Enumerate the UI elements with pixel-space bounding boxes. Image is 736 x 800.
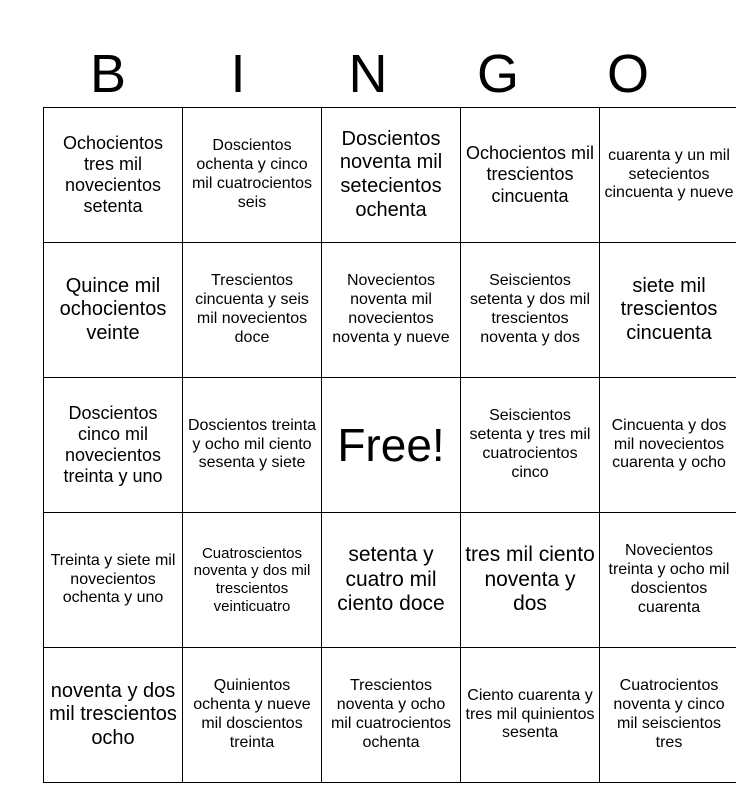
bingo-cell[interactable]: Doscientos treinta y ocho mil ciento sesenta y siete bbox=[183, 378, 322, 513]
bingo-cell[interactable]: Trescientos cincuenta y seis mil novecientos doce bbox=[183, 243, 322, 378]
board-row bbox=[44, 243, 736, 378]
bingo-cell[interactable]: Seiscientos setenta y dos mil trescientos noventa y dos bbox=[461, 243, 600, 378]
header-letter-o: O bbox=[606, 44, 649, 104]
bingo-cell[interactable]: Cincuenta y dos mil novecientos cuarenta y ocho bbox=[600, 378, 736, 513]
bingo-header bbox=[43, 40, 693, 108]
bingo-cell[interactable]: tres mil ciento noventa y dos bbox=[461, 513, 600, 648]
bingo-cell[interactable]: Doscientos cinco mil novecientos treinta y uno bbox=[44, 378, 183, 513]
bingo-cell[interactable]: Seiscientos setenta y tres mil cuatrocientos cinco bbox=[461, 378, 600, 513]
bingo-cell[interactable]: Ciento cuarenta y tres mil quinientos sesenta bbox=[461, 648, 600, 783]
bingo-cell[interactable]: Ochocientos tres mil novecientos setenta bbox=[44, 108, 183, 243]
bingo-cell[interactable]: Trescientos noventa y ocho mil cuatrocientos ochenta bbox=[322, 648, 461, 783]
header-letter-i: I bbox=[230, 44, 246, 104]
bingo-cell[interactable]: Novecientos noventa mil novecientos noventa y nueve bbox=[322, 243, 461, 378]
bingo-cell[interactable]: Cuatrocientos noventa y cinco mil seiscientos tres bbox=[600, 648, 736, 783]
bingo-cell[interactable]: Doscientos noventa mil setecientos ochenta bbox=[322, 108, 461, 243]
board-row bbox=[44, 513, 736, 648]
bingo-cell[interactable]: Treinta y siete mil novecientos ochenta y uno bbox=[44, 513, 183, 648]
header-letter-g: G bbox=[476, 44, 519, 104]
bingo-cell[interactable]: cuarenta y un mil setecientos cincuenta y nueve bbox=[600, 108, 736, 243]
board-row bbox=[44, 108, 736, 243]
board-row bbox=[44, 648, 736, 783]
header-letter-n: N bbox=[348, 44, 388, 104]
bingo-cell[interactable]: Doscientos ochenta y cinco mil cuatrocientos seis bbox=[183, 108, 322, 243]
bingo-cell[interactable]: Cuatroscientos noventa y dos mil trescientos veinticuatro bbox=[183, 513, 322, 648]
bingo-cell[interactable]: Novecientos treinta y ocho mil doscientos cuarenta bbox=[600, 513, 736, 648]
bingo-cell[interactable]: siete mil trescientos cincuenta bbox=[600, 243, 736, 378]
board-row bbox=[44, 378, 736, 513]
header-letter-b: B bbox=[89, 44, 127, 104]
bingo-cell[interactable]: noventa y dos mil trescientos ocho bbox=[44, 648, 183, 783]
free-space[interactable]: Free! bbox=[322, 378, 461, 513]
bingo-cell[interactable]: Quince mil ochocientos veinte bbox=[44, 243, 183, 378]
bingo-cell[interactable]: Ochocientos mil trescientos cincuenta bbox=[461, 108, 600, 243]
bingo-board bbox=[43, 107, 736, 783]
bingo-cell[interactable]: setenta y cuatro mil ciento doce bbox=[322, 513, 461, 648]
bingo-cell[interactable]: Quinientos ochenta y nueve mil doscientos treinta bbox=[183, 648, 322, 783]
